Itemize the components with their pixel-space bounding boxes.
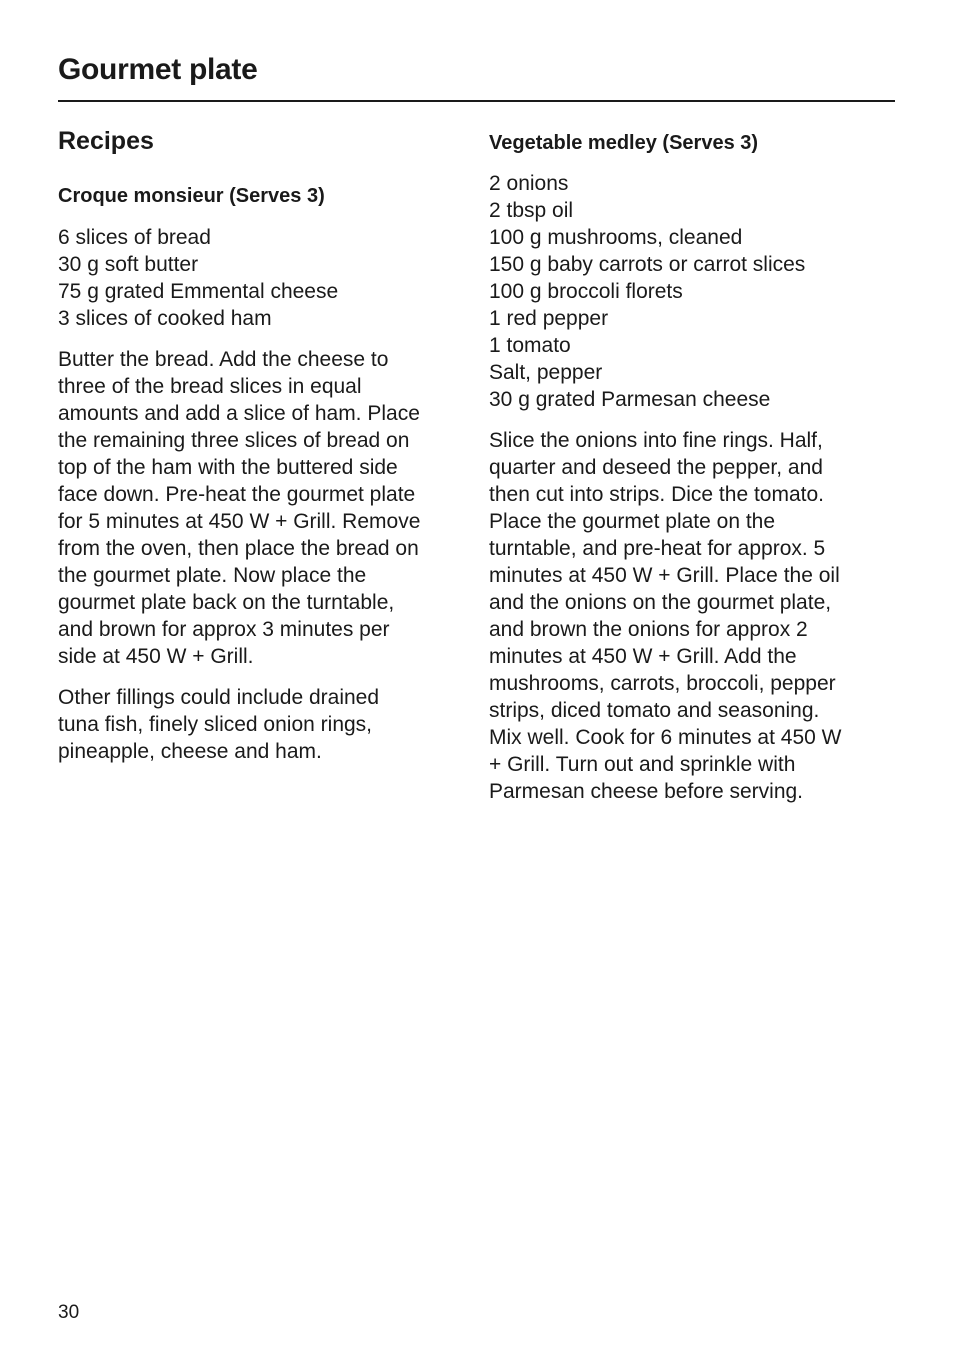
note-paragraph-fillings: [58, 684, 379, 765]
method-paragraph-vegetable-medley: [489, 427, 841, 805]
section-title-recipes: Recipes: [58, 127, 154, 155]
ingredient-item: 2 onions: [489, 172, 569, 195]
paragraph-line: Place the gourmet plate on the: [489, 510, 776, 533]
ingredient-item: 30 g soft butter: [58, 253, 199, 276]
ingredient-list-croque-monsieur: [58, 224, 338, 332]
title-divider: [58, 100, 895, 102]
ingredient-item: 2 tbsp oil: [489, 199, 574, 222]
paragraph-line: Slice the onions into fine rings. Half,: [489, 429, 823, 452]
paragraph-line: and brown for approx 3 minutes per: [58, 618, 390, 641]
paragraph-line: minutes at 450 W + Grill. Place the oil: [489, 564, 840, 587]
ingredient-item: 6 slices of bread: [58, 226, 211, 249]
paragraph-line: Butter the bread. Add the cheese to: [58, 348, 389, 371]
method-paragraph-croque-monsieur: [58, 346, 420, 670]
paragraph-line: quarter and deseed the pepper, and: [489, 456, 823, 479]
paragraph-line: strips, diced tomato and seasoning.: [489, 699, 820, 722]
paragraph-line: Other fillings could include drained: [58, 686, 380, 709]
ingredient-item: Salt, pepper: [489, 361, 603, 384]
recipe-title-croque-monsieur: Croque monsieur (Serves 3): [58, 185, 325, 207]
paragraph-line: tuna fish, finely sliced onion rings,: [58, 713, 373, 736]
paragraph-line: Parmesan cheese before serving.: [489, 780, 804, 803]
ingredient-list-vegetable-medley: [489, 170, 805, 413]
ingredient-item: 100 g broccoli florets: [489, 280, 683, 303]
paragraph-line: gourmet plate back on the turntable,: [58, 591, 395, 614]
page-number: 30: [58, 1302, 80, 1323]
paragraph-line: mushrooms, carrots, broccoli, pepper: [489, 672, 836, 695]
ingredient-item: 100 g mushrooms, cleaned: [489, 226, 743, 249]
ingredient-item: 1 red pepper: [489, 307, 609, 330]
recipe-title-vegetable-medley: Vegetable medley (Serves 3): [489, 132, 759, 154]
paragraph-line: face down. Pre-heat the gourmet plate: [58, 483, 416, 506]
paragraph-line: the remaining three slices of bread on: [58, 429, 410, 452]
paragraph-line: top of the ham with the buttered side: [58, 456, 398, 479]
paragraph-line: the gourmet plate. Now place the: [58, 564, 367, 587]
ingredient-item: 1 tomato: [489, 334, 571, 357]
ingredient-item: 150 g baby carrots or carrot slices: [489, 253, 806, 276]
paragraph-line: from the oven, then place the bread on: [58, 537, 419, 560]
ingredient-item: 75 g grated Emmental cheese: [58, 280, 339, 303]
paragraph-line: and the onions on the gourmet plate,: [489, 591, 832, 614]
paragraph-line: three of the bread slices in equal: [58, 375, 362, 398]
paragraph-line: and brown the onions for approx 2: [489, 618, 808, 641]
page-title: Gourmet plate: [58, 53, 258, 86]
paragraph-line: side at 450 W + Grill.: [58, 645, 254, 668]
paragraph-line: pineapple, cheese and ham.: [58, 740, 322, 763]
paragraph-line: turntable, and pre-heat for approx. 5: [489, 537, 826, 560]
paragraph-line: amounts and add a slice of ham. Place: [58, 402, 420, 425]
ingredient-item: 30 g grated Parmesan cheese: [489, 388, 771, 411]
paragraph-line: then cut into strips. Dice the tomato.: [489, 483, 824, 506]
paragraph-line: minutes at 450 W + Grill. Add the: [489, 645, 797, 668]
paragraph-line: Mix well. Cook for 6 minutes at 450 W: [489, 726, 842, 749]
paragraph-line: for 5 minutes at 450 W + Grill. Remove: [58, 510, 421, 533]
ingredient-item: 3 slices of cooked ham: [58, 307, 272, 330]
paragraph-line: + Grill. Turn out and sprinkle with: [489, 753, 796, 776]
